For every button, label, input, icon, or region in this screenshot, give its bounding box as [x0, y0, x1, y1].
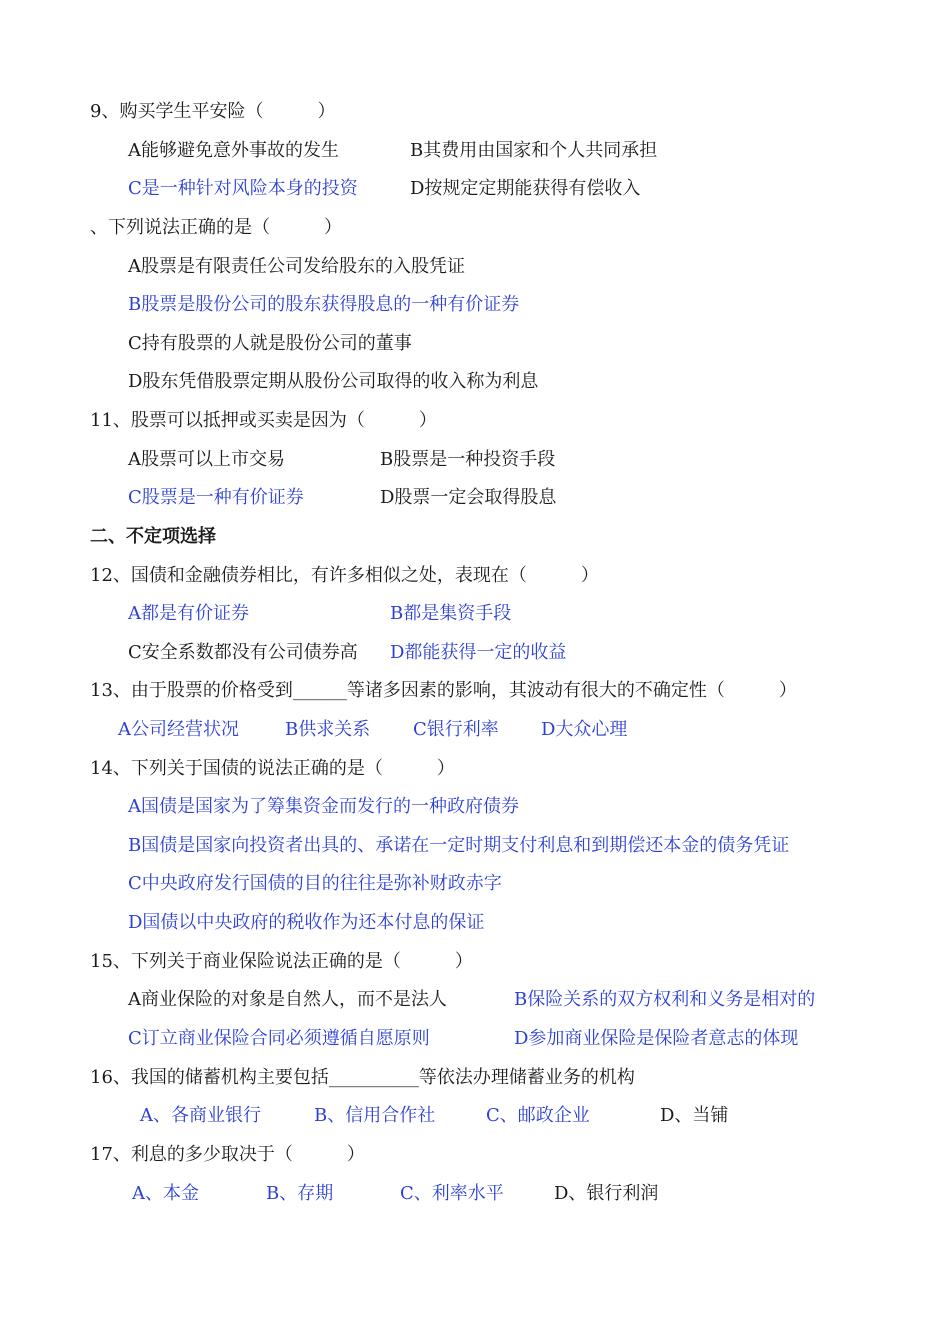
q14-option-c: C中央政府发行国债的目的往往是弥补财政赤字	[128, 873, 502, 894]
q15-option-b: B保险关系的双方权利和义务是相对的	[514, 989, 816, 1010]
q10-option-b: B股票是股份公司的股东获得股息的一种有价证券	[128, 294, 520, 315]
q11-stem: 11、股票可以抵押或买卖是因为（ ）	[90, 410, 437, 431]
q10-option-c: C持有股票的人就是股份公司的董事	[128, 333, 412, 354]
q16-stem: 16、我国的储蓄机构主要包括__________等依法办理储蓄业务的机构	[90, 1067, 635, 1088]
q13-option-c: C银行利率	[413, 719, 499, 740]
q12-option-a: A都是有价证券	[128, 603, 249, 624]
q13-stem: 13、由于股票的价格受到______等诸多因素的影响，其波动有很大的不确定性（ ）	[90, 680, 797, 701]
q14-option-b: B国债是国家向投资者出具的、承诺在一定时期支付利息和到期偿还本金的债务凭证	[128, 835, 790, 856]
q9-option-b: B其费用由国家和个人共同承担	[410, 140, 658, 161]
q11-option-d: D股票一定会取得股息	[380, 487, 557, 508]
q15-option-d: D参加商业保险是保险者意志的体现	[514, 1028, 799, 1049]
q10-option-a: A股票是有限责任公司发给股东的入股凭证	[128, 256, 465, 277]
q13-option-b: B供求关系	[285, 719, 371, 740]
q12-option-c: C安全系数都没有公司债券高	[128, 642, 358, 663]
q17-option-d: D、银行利润	[554, 1183, 659, 1204]
q15-option-a: A商业保险的对象是自然人，而不是法人	[128, 989, 447, 1010]
q13-option-a: A公司经营状况	[118, 719, 239, 740]
q11-option-c: C股票是一种有价证券	[128, 487, 304, 508]
q15-option-c: C订立商业保险合同必须遵循自愿原则	[128, 1028, 430, 1049]
q11-option-a: A股票可以上市交易	[128, 449, 285, 470]
q17-stem: 17、利息的多少取决于（ ）	[90, 1144, 365, 1165]
q15-stem: 15、下列关于商业保险说法正确的是（ ）	[90, 951, 473, 972]
q9-stem: 9、购买学生平安险（ ）	[90, 101, 336, 122]
q17-option-b: B、存期	[266, 1183, 334, 1204]
q14-stem: 14、下列关于国债的说法正确的是（ ）	[90, 758, 455, 779]
section-heading: 二、不定项选择	[90, 526, 216, 547]
q12-option-b: B都是集资手段	[390, 603, 512, 624]
q14-option-a: A国债是国家为了筹集资金而发行的一种政府债券	[128, 796, 519, 817]
q9-option-d: D按规定定期能获得有偿收入	[410, 178, 641, 199]
q17-option-c: C、利率水平	[400, 1183, 504, 1204]
q9-option-c: C是一种针对风险本身的投资	[128, 178, 358, 199]
q11-option-b: B股票是一种投资手段	[380, 449, 556, 470]
q17-option-a: A、本金	[132, 1183, 199, 1204]
q13-option-d: D大众心理	[541, 719, 628, 740]
q10-option-d: D股东凭借股票定期从股份公司取得的收入称为利息	[128, 371, 539, 392]
q14-option-d: D国债以中央政府的税收作为还本付息的保证	[128, 912, 485, 933]
q16-option-d: D、当铺	[660, 1105, 729, 1126]
q10-stem: 、下列说法正确的是（ ）	[90, 217, 342, 238]
q12-option-d: D都能获得一定的收益	[390, 642, 567, 663]
q16-option-b: B、信用合作社	[314, 1105, 436, 1126]
q12-stem: 12、国债和金融债券相比，有许多相似之处，表现在（ ）	[90, 565, 599, 586]
q16-option-c: C、邮政企业	[486, 1105, 590, 1126]
q9-option-a: A能够避免意外事故的发生	[128, 140, 339, 161]
q16-option-a: A、各商业银行	[140, 1105, 261, 1126]
